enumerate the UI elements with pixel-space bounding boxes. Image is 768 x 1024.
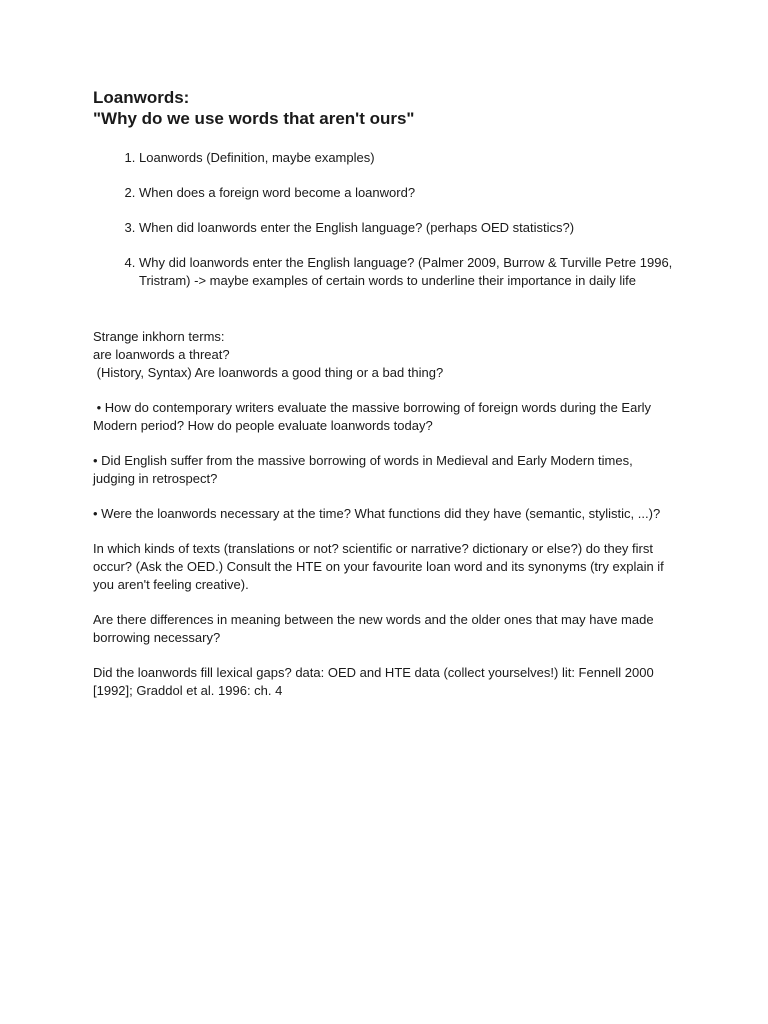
- outline-item-3: 3. When did loanwords enter the English language? (perhaps OED statistics?): [139, 219, 673, 237]
- paragraph-lexical-gaps: Did the loanwords fill lexical gaps? data: OED and HTE data (collect yourselves!) lit: Fennell 2000 [1992]; Graddol et al. 1996: ch. 4: [93, 665, 654, 698]
- title-line-1: Loanwords:: [93, 88, 190, 107]
- paragraph-texts: In which kinds of texts (translations or not? scientific or narrative? dictionary or else?) do they first occur? (Ask the OED.) Consult the HTE on your favourite loan word and its synonyms (try explain if you aren't feeling creative).: [93, 541, 664, 592]
- document-page: [93, 87, 673, 700]
- paragraph-meaning: Are there differences in meaning between the new words and the older ones that may have made borrowing necessary?: [93, 612, 654, 645]
- outline-list: [93, 149, 673, 290]
- document-title: [93, 87, 673, 129]
- inkhorn-subquestion: (History, Syntax) Are loanwords a good thing or a bad thing?: [93, 365, 444, 380]
- outline-item-4: 4. Why did loanwords enter the English language? (Palmer 2009, Burrow & Turville Petre 1996, Tristram) -> maybe examples of certain words to underline their importance in daily life: [139, 254, 673, 290]
- outline-item-2: 2. When does a foreign word become a loanword?: [139, 184, 673, 202]
- inkhorn-heading: Strange inkhorn terms:: [93, 329, 225, 344]
- outline-item-1: 1. Loanwords (Definition, maybe examples): [139, 149, 673, 167]
- inkhorn-question: are loanwords a threat?: [93, 347, 230, 362]
- title-line-2: "Why do we use words that aren't ours": [93, 109, 415, 128]
- inkhorn-section: [93, 328, 673, 382]
- bullet-paragraph-2: • Did English suffer from the massive borrowing of words in Medieval and Early Modern times, judging in retrospect?: [93, 453, 633, 486]
- bullet-paragraph-1: • How do contemporary writers evaluate the massive borrowing of foreign words during the Early Modern period? How do people evaluate loanwords today?: [93, 400, 655, 433]
- bullet-paragraph-3: • Were the loanwords necessary at the time? What functions did they have (semantic, stylistic, ...)?: [93, 506, 661, 521]
